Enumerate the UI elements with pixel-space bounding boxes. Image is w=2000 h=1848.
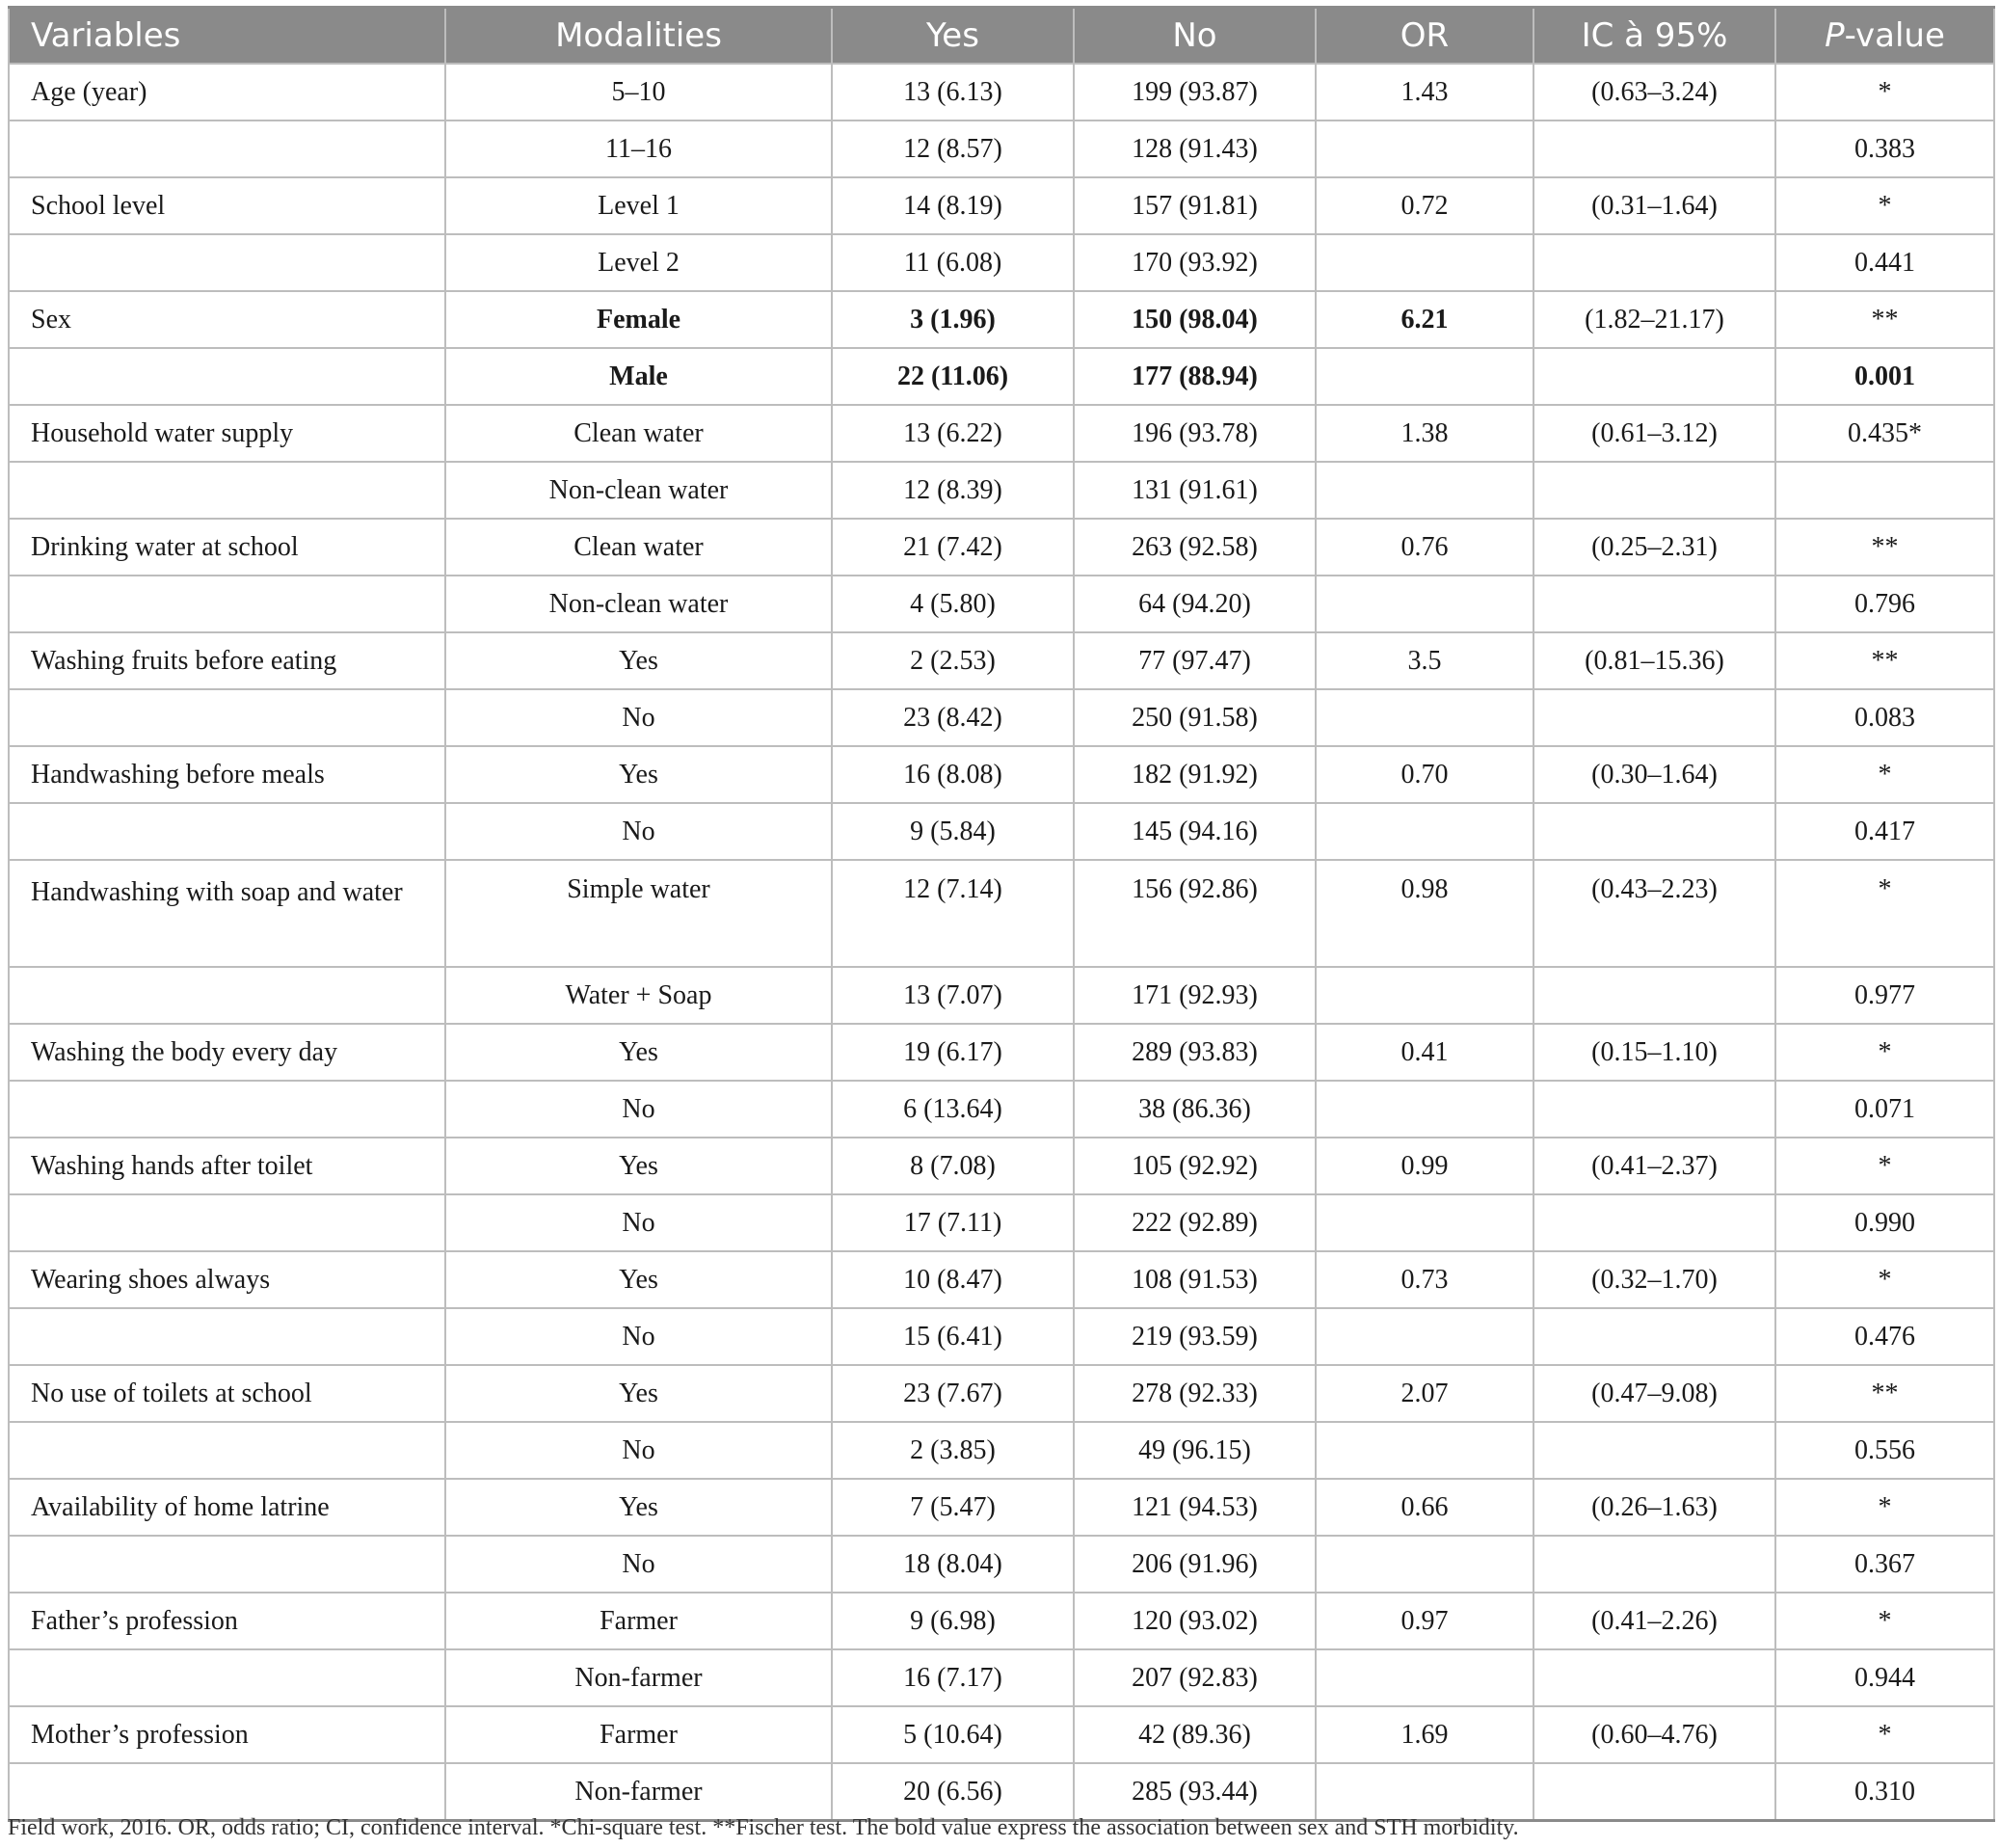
cell-modality: Farmer <box>445 1593 832 1649</box>
table-row <box>9 177 1994 234</box>
table-row <box>9 803 1994 860</box>
cell-or: 0.72 <box>1316 177 1533 234</box>
cell-yes: 22 (11.06) <box>832 348 1074 405</box>
cell-p-value: * <box>1775 1593 1994 1649</box>
cell-yes: 4 (5.80) <box>832 576 1074 632</box>
cell-variable: Sex <box>9 291 445 348</box>
cell-yes: 13 (6.22) <box>832 405 1074 462</box>
table-body <box>9 64 1994 1821</box>
cell-p-value: * <box>1775 1479 1994 1536</box>
cell-p-value: 0.310 <box>1775 1763 1994 1821</box>
cell-ci: (1.82–21.17) <box>1533 291 1775 348</box>
cell-ci <box>1533 234 1775 291</box>
cell-no: 285 (93.44) <box>1074 1763 1316 1821</box>
cell-p-value: ** <box>1775 1365 1994 1422</box>
cell-no: 177 (88.94) <box>1074 348 1316 405</box>
cell-p-value: * <box>1775 1024 1994 1081</box>
cell-yes: 15 (6.41) <box>832 1308 1074 1365</box>
cell-yes: 23 (8.42) <box>832 689 1074 746</box>
cell-variable: Drinking water at school <box>9 519 445 576</box>
cell-yes: 14 (8.19) <box>832 177 1074 234</box>
cell-yes: 10 (8.47) <box>832 1251 1074 1308</box>
cell-no: 263 (92.58) <box>1074 519 1316 576</box>
cell-ci <box>1533 967 1775 1024</box>
table-row <box>9 1593 1994 1649</box>
cell-p-value: ** <box>1775 291 1994 348</box>
cell-or: 1.43 <box>1316 64 1533 121</box>
cell-no: 128 (91.43) <box>1074 121 1316 177</box>
cell-or: 1.69 <box>1316 1706 1533 1763</box>
cell-yes: 17 (7.11) <box>832 1194 1074 1251</box>
cell-variable <box>9 1194 445 1251</box>
cell-or: 0.98 <box>1316 860 1533 967</box>
table-row <box>9 967 1994 1024</box>
header-no: No <box>1074 8 1316 65</box>
cell-no: 219 (93.59) <box>1074 1308 1316 1365</box>
header-p-italic: P <box>1825 16 1845 55</box>
table-row <box>9 1308 1994 1365</box>
header-p-suffix: -value <box>1844 16 1945 55</box>
cell-modality: No <box>445 1081 832 1138</box>
cell-modality: Non-farmer <box>445 1649 832 1706</box>
cell-yes: 16 (7.17) <box>832 1649 1074 1706</box>
cell-or: 3.5 <box>1316 632 1533 689</box>
cell-variable: Age (year) <box>9 64 445 121</box>
header-ci: IC à 95% <box>1533 8 1775 65</box>
header-p-value <box>1775 8 1994 65</box>
cell-yes: 20 (6.56) <box>832 1763 1074 1821</box>
cell-variable: Mother’s profession <box>9 1706 445 1763</box>
header-row <box>9 8 1994 65</box>
cell-no: 250 (91.58) <box>1074 689 1316 746</box>
cell-variable <box>9 462 445 519</box>
cell-or <box>1316 1649 1533 1706</box>
cell-yes: 18 (8.04) <box>832 1536 1074 1593</box>
cell-no: 150 (98.04) <box>1074 291 1316 348</box>
cell-no: 207 (92.83) <box>1074 1649 1316 1706</box>
cell-no: 38 (86.36) <box>1074 1081 1316 1138</box>
cell-no: 64 (94.20) <box>1074 576 1316 632</box>
cell-p-value: * <box>1775 1138 1994 1194</box>
cell-modality: Clean water <box>445 405 832 462</box>
cell-ci <box>1533 1194 1775 1251</box>
cell-modality: Level 2 <box>445 234 832 291</box>
cell-ci: (0.61–3.12) <box>1533 405 1775 462</box>
cell-modality: Water + Soap <box>445 967 832 1024</box>
table-row <box>9 1536 1994 1593</box>
cell-ci: (0.15–1.10) <box>1533 1024 1775 1081</box>
cell-p-value: 0.083 <box>1775 689 1994 746</box>
cell-yes: 16 (8.08) <box>832 746 1074 803</box>
cell-yes: 21 (7.42) <box>832 519 1074 576</box>
cell-variable <box>9 967 445 1024</box>
cell-ci: (0.43–2.23) <box>1533 860 1775 967</box>
cell-ci: (0.31–1.64) <box>1533 177 1775 234</box>
cell-modality: Level 1 <box>445 177 832 234</box>
table-row <box>9 1763 1994 1821</box>
cell-yes: 7 (5.47) <box>832 1479 1074 1536</box>
cell-no: 108 (91.53) <box>1074 1251 1316 1308</box>
table-row <box>9 1138 1994 1194</box>
table-row <box>9 860 1994 967</box>
cell-ci <box>1533 576 1775 632</box>
cell-modality: Yes <box>445 1251 832 1308</box>
cell-no: 289 (93.83) <box>1074 1024 1316 1081</box>
cell-modality: No <box>445 1308 832 1365</box>
cell-no: 156 (92.86) <box>1074 860 1316 967</box>
cell-no: 199 (93.87) <box>1074 64 1316 121</box>
cell-variable: Wearing shoes always <box>9 1251 445 1308</box>
cell-or <box>1316 803 1533 860</box>
table-row <box>9 1422 1994 1479</box>
cell-variable: Father’s profession <box>9 1593 445 1649</box>
cell-variable <box>9 1649 445 1706</box>
cell-p-value: * <box>1775 746 1994 803</box>
header-variables: Variables <box>9 8 445 65</box>
cell-no: 171 (92.93) <box>1074 967 1316 1024</box>
cell-variable <box>9 234 445 291</box>
table-row <box>9 462 1994 519</box>
cell-no: 42 (89.36) <box>1074 1706 1316 1763</box>
cell-modality: Farmer <box>445 1706 832 1763</box>
cell-p-value: 0.383 <box>1775 121 1994 177</box>
cell-p-value: 0.944 <box>1775 1649 1994 1706</box>
cell-modality: No <box>445 689 832 746</box>
cell-ci: (0.25–2.31) <box>1533 519 1775 576</box>
cell-no: 182 (91.92) <box>1074 746 1316 803</box>
cell-modality: Female <box>445 291 832 348</box>
cell-variable: Washing the body every day <box>9 1024 445 1081</box>
cell-ci <box>1533 1081 1775 1138</box>
cell-variable <box>9 1422 445 1479</box>
cell-p-value: * <box>1775 860 1994 967</box>
cell-modality: 5–10 <box>445 64 832 121</box>
cell-yes: 23 (7.67) <box>832 1365 1074 1422</box>
cell-or: 0.97 <box>1316 1593 1533 1649</box>
cell-no: 222 (92.89) <box>1074 1194 1316 1251</box>
cell-modality: Yes <box>445 1479 832 1536</box>
cell-yes: 11 (6.08) <box>832 234 1074 291</box>
cell-modality: No <box>445 1194 832 1251</box>
table-row <box>9 64 1994 121</box>
cell-ci: (0.26–1.63) <box>1533 1479 1775 1536</box>
cell-or <box>1316 689 1533 746</box>
cell-no: 121 (94.53) <box>1074 1479 1316 1536</box>
cell-modality: No <box>445 803 832 860</box>
table-row <box>9 405 1994 462</box>
cell-modality: No <box>445 1422 832 1479</box>
cell-yes: 12 (7.14) <box>832 860 1074 967</box>
cell-ci <box>1533 1422 1775 1479</box>
cell-variable: Washing fruits before eating <box>9 632 445 689</box>
cell-p-value: 0.001 <box>1775 348 1994 405</box>
cell-no: 170 (93.92) <box>1074 234 1316 291</box>
cell-p-value: 0.796 <box>1775 576 1994 632</box>
cell-p-value: * <box>1775 177 1994 234</box>
table-row <box>9 121 1994 177</box>
cell-no: 49 (96.15) <box>1074 1422 1316 1479</box>
cell-ci: (0.30–1.64) <box>1533 746 1775 803</box>
cell-or: 6.21 <box>1316 291 1533 348</box>
cell-or <box>1316 234 1533 291</box>
table-container <box>8 6 1993 1822</box>
table-row <box>9 689 1994 746</box>
cell-or <box>1316 121 1533 177</box>
cell-variable: Washing hands after toilet <box>9 1138 445 1194</box>
cell-variable <box>9 576 445 632</box>
cell-p-value: 0.417 <box>1775 803 1994 860</box>
table-row <box>9 234 1994 291</box>
cell-no: 196 (93.78) <box>1074 405 1316 462</box>
cell-or <box>1316 1081 1533 1138</box>
cell-modality: Yes <box>445 746 832 803</box>
table-footnote: Field work, 2016. OR, odds ratio; CI, confidence interval. *Chi-square test. **Fischer test. The bold value express the association between sex and STH morbidity. <box>8 1815 1519 1840</box>
cell-modality: Male <box>445 348 832 405</box>
table-row <box>9 746 1994 803</box>
cell-p-value <box>1775 462 1994 519</box>
cell-ci <box>1533 1649 1775 1706</box>
cell-ci <box>1533 121 1775 177</box>
cell-p-value: 0.990 <box>1775 1194 1994 1251</box>
table-row <box>9 1649 1994 1706</box>
cell-modality: Yes <box>445 1138 832 1194</box>
cell-ci: (0.63–3.24) <box>1533 64 1775 121</box>
association-table <box>8 6 1995 1822</box>
cell-modality: Yes <box>445 1365 832 1422</box>
cell-yes: 19 (6.17) <box>832 1024 1074 1081</box>
cell-or: 0.70 <box>1316 746 1533 803</box>
cell-or: 0.73 <box>1316 1251 1533 1308</box>
cell-variable <box>9 348 445 405</box>
cell-modality: Yes <box>445 632 832 689</box>
cell-p-value: ** <box>1775 632 1994 689</box>
cell-ci <box>1533 1536 1775 1593</box>
cell-variable <box>9 1081 445 1138</box>
cell-no: 131 (91.61) <box>1074 462 1316 519</box>
table-row <box>9 1706 1994 1763</box>
cell-yes: 12 (8.57) <box>832 121 1074 177</box>
cell-or: 2.07 <box>1316 1365 1533 1422</box>
cell-ci <box>1533 689 1775 746</box>
cell-p-value: * <box>1775 64 1994 121</box>
table-row <box>9 1081 1994 1138</box>
cell-or: 0.76 <box>1316 519 1533 576</box>
cell-variable <box>9 803 445 860</box>
cell-modality: Non-clean water <box>445 462 832 519</box>
table-row <box>9 1024 1994 1081</box>
cell-p-value: 0.367 <box>1775 1536 1994 1593</box>
cell-or <box>1316 462 1533 519</box>
cell-yes: 13 (6.13) <box>832 64 1074 121</box>
cell-modality: Non-clean water <box>445 576 832 632</box>
cell-ci <box>1533 462 1775 519</box>
cell-p-value: 0.071 <box>1775 1081 1994 1138</box>
table-row <box>9 348 1994 405</box>
cell-yes: 8 (7.08) <box>832 1138 1074 1194</box>
cell-yes: 5 (10.64) <box>832 1706 1074 1763</box>
cell-ci: (0.41–2.26) <box>1533 1593 1775 1649</box>
cell-or: 0.41 <box>1316 1024 1533 1081</box>
cell-variable: Household water supply <box>9 405 445 462</box>
cell-yes: 9 (5.84) <box>832 803 1074 860</box>
table-row <box>9 1251 1994 1308</box>
cell-ci: (0.32–1.70) <box>1533 1251 1775 1308</box>
cell-or: 0.66 <box>1316 1479 1533 1536</box>
header-modalities: Modalities <box>445 8 832 65</box>
cell-modality: No <box>445 1536 832 1593</box>
cell-ci <box>1533 1308 1775 1365</box>
cell-yes: 9 (6.98) <box>832 1593 1074 1649</box>
cell-or <box>1316 1763 1533 1821</box>
cell-ci <box>1533 348 1775 405</box>
table-row <box>9 519 1994 576</box>
cell-no: 77 (97.47) <box>1074 632 1316 689</box>
cell-variable: Handwashing with soap and water <box>9 860 445 967</box>
table-row <box>9 632 1994 689</box>
cell-ci: (0.41–2.37) <box>1533 1138 1775 1194</box>
table-row <box>9 576 1994 632</box>
cell-ci: (0.47–9.08) <box>1533 1365 1775 1422</box>
table-row <box>9 1194 1994 1251</box>
cell-modality: 11–16 <box>445 121 832 177</box>
cell-or <box>1316 1422 1533 1479</box>
cell-or: 0.99 <box>1316 1138 1533 1194</box>
cell-p-value: * <box>1775 1706 1994 1763</box>
cell-or <box>1316 1194 1533 1251</box>
cell-modality: Simple water <box>445 860 832 967</box>
cell-p-value: ** <box>1775 519 1994 576</box>
cell-variable <box>9 1536 445 1593</box>
cell-variable: No use of toilets at school <box>9 1365 445 1422</box>
cell-ci <box>1533 1763 1775 1821</box>
header-or: OR <box>1316 8 1533 65</box>
cell-or <box>1316 576 1533 632</box>
cell-yes: 2 (2.53) <box>832 632 1074 689</box>
cell-no: 278 (92.33) <box>1074 1365 1316 1422</box>
cell-variable: Handwashing before meals <box>9 746 445 803</box>
cell-variable <box>9 1763 445 1821</box>
cell-variable: School level <box>9 177 445 234</box>
cell-p-value: 0.556 <box>1775 1422 1994 1479</box>
cell-no: 120 (93.02) <box>1074 1593 1316 1649</box>
cell-variable <box>9 1308 445 1365</box>
cell-no: 105 (92.92) <box>1074 1138 1316 1194</box>
cell-p-value: 0.441 <box>1775 234 1994 291</box>
cell-variable <box>9 689 445 746</box>
cell-variable: Availability of home latrine <box>9 1479 445 1536</box>
cell-yes: 13 (7.07) <box>832 967 1074 1024</box>
cell-or: 1.38 <box>1316 405 1533 462</box>
cell-or <box>1316 1536 1533 1593</box>
header-yes: Yes <box>832 8 1074 65</box>
cell-no: 145 (94.16) <box>1074 803 1316 860</box>
cell-variable <box>9 121 445 177</box>
cell-p-value: 0.476 <box>1775 1308 1994 1365</box>
cell-yes: 2 (3.85) <box>832 1422 1074 1479</box>
cell-p-value: 0.977 <box>1775 967 1994 1024</box>
cell-ci: (0.81–15.36) <box>1533 632 1775 689</box>
cell-p-value: * <box>1775 1251 1994 1308</box>
table-row <box>9 291 1994 348</box>
cell-modality: Non-farmer <box>445 1763 832 1821</box>
cell-ci: (0.60–4.76) <box>1533 1706 1775 1763</box>
table-row <box>9 1479 1994 1536</box>
cell-no: 206 (91.96) <box>1074 1536 1316 1593</box>
cell-or <box>1316 348 1533 405</box>
cell-yes: 12 (8.39) <box>832 462 1074 519</box>
cell-ci <box>1533 803 1775 860</box>
cell-or <box>1316 967 1533 1024</box>
cell-p-value: 0.435* <box>1775 405 1994 462</box>
cell-yes: 3 (1.96) <box>832 291 1074 348</box>
table-row <box>9 1365 1994 1422</box>
cell-no: 157 (91.81) <box>1074 177 1316 234</box>
cell-modality: Yes <box>445 1024 832 1081</box>
cell-yes: 6 (13.64) <box>832 1081 1074 1138</box>
cell-modality: Clean water <box>445 519 832 576</box>
cell-or <box>1316 1308 1533 1365</box>
